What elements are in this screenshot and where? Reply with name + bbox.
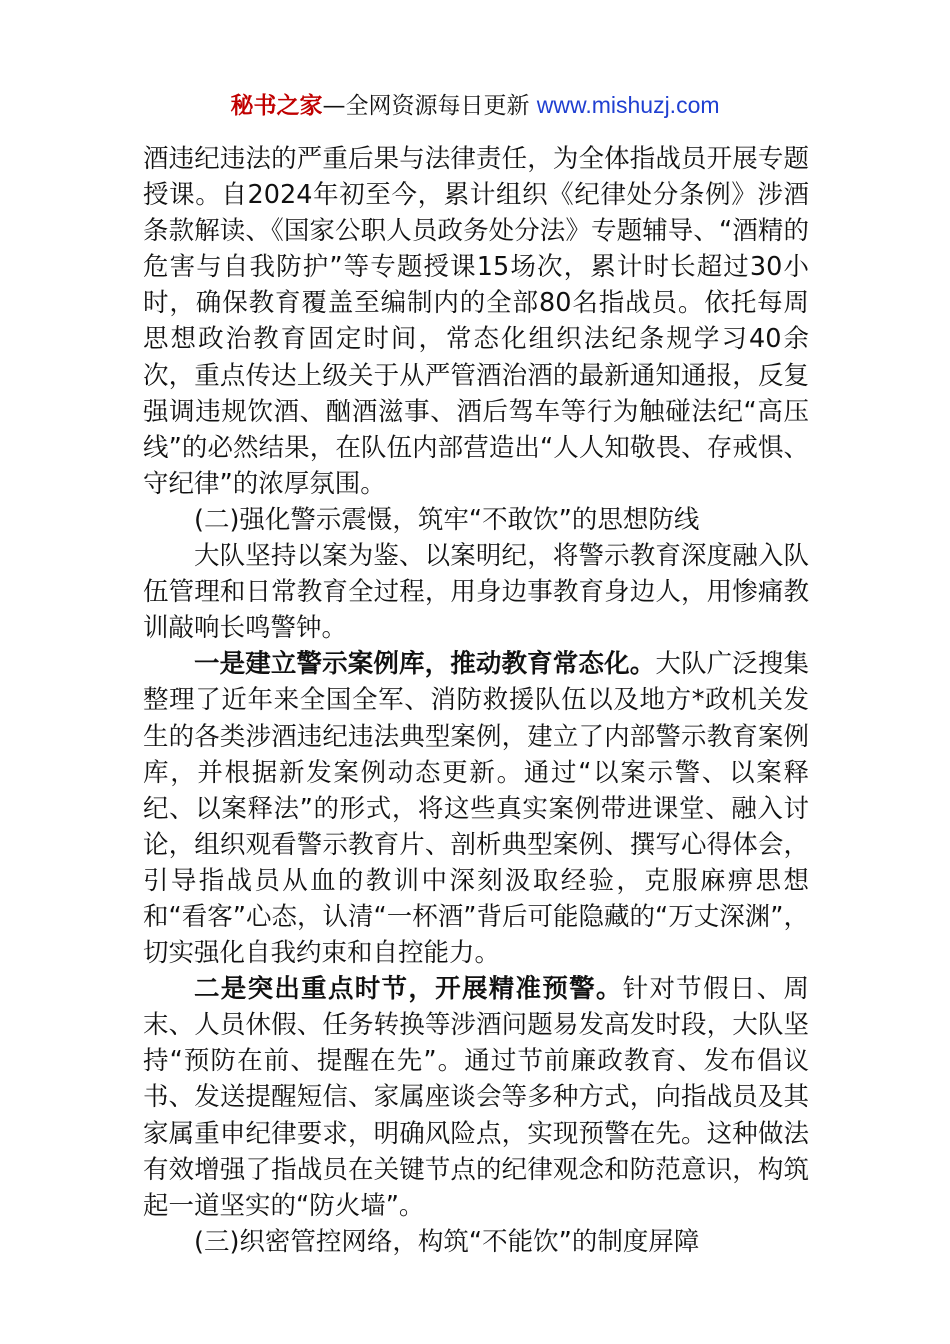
document-body	[143, 141, 809, 1260]
paragraph-text: 大队坚持以案为鉴、以案明纪，将警示教育深度融入队伍管理和日常教育全过程，用身边事教育身边人，用惨痛教训敲响长鸣警钟。	[143, 541, 809, 644]
paragraph-key-periods	[143, 971, 809, 1224]
paragraph-continuation	[143, 141, 809, 502]
paragraph-lead: 二是突出重点时节，开展精准预警。	[194, 974, 623, 1005]
brand-name: 秘书之家	[230, 93, 323, 119]
paragraph-case-library	[143, 646, 809, 971]
paragraph-text: 大队广泛搜集整理了近年来全国全军、消防救援队伍以及地方*政机关发生的各类涉酒违纪违法典型案例，建立了内部警示教育案例库，并根据新发案例动态更新。通过“以案示警、以案释纪、以案释法”的形式，将这些真实案例带进课堂、融入讨论，组织观看警示教育片、剖析典型案例、撰写心得体会，引导指战员从血的教训中深刻汲取经验，克服麻痹思想和“看客”心态，认清“一杯酒”背后可能隐藏的“万丈深渊”，切实强化自我约束和自控能力。	[143, 649, 809, 969]
section-heading-3	[143, 1224, 809, 1260]
paragraph-text: 针对节假日、周末、人员休假、任务转换等涉酒问题易发高发时段，大队坚持“预防在前、提醒在先”。通过节前廉政教育、发布倡议书、发送提醒短信、家属座谈会等多种方式，向指战员及其家属重申纪律要求，明确风险点，实现预警在先。这种做法有效增强了指战员在关键节点的纪律观念和防范意识，构筑起一道坚实的“防火墙”。	[143, 974, 809, 1221]
heading-text: (二)强化警示震慑，筑牢“不敢饮”的思想防线	[194, 504, 700, 535]
section-heading-2	[143, 502, 809, 538]
paragraph-lead: 一是建立警示案例库，推动教育常态化。	[194, 649, 656, 680]
heading-text: (三)织密管控网络，构筑“不能饮”的制度屏障	[194, 1226, 700, 1257]
paragraph-intro	[143, 538, 809, 646]
paragraph-text: 酒违纪违法的严重后果与法律责任，为全体指战员开展专题授课。自2024年初至今，累计组织《纪律处分条例》涉酒条款解读、《国家公职人员政务处分法》专题辅导、“酒精的危害与自我防护”等专题授课15场次，累计时长超过30小时，确保教育覆盖至编制内的全部80名指战员。依托每周思想政治教育固定时间，常态化组织法纪条规学习40余次，重点传达上级关于从严管酒治酒的最新通知通报，反复强调违规饮酒、酗酒滋事、酒后驾车等行为触碰法纪“高压线”的必然结果，在队伍内部营造出“人人知敬畏、存戒惧、守纪律”的浓厚氛围。	[143, 144, 809, 499]
header-tagline: —全网资源每日更新	[322, 93, 537, 119]
page-header	[0, 88, 950, 123]
header-url[interactable]: www.mishuzj.com	[536, 92, 720, 118]
